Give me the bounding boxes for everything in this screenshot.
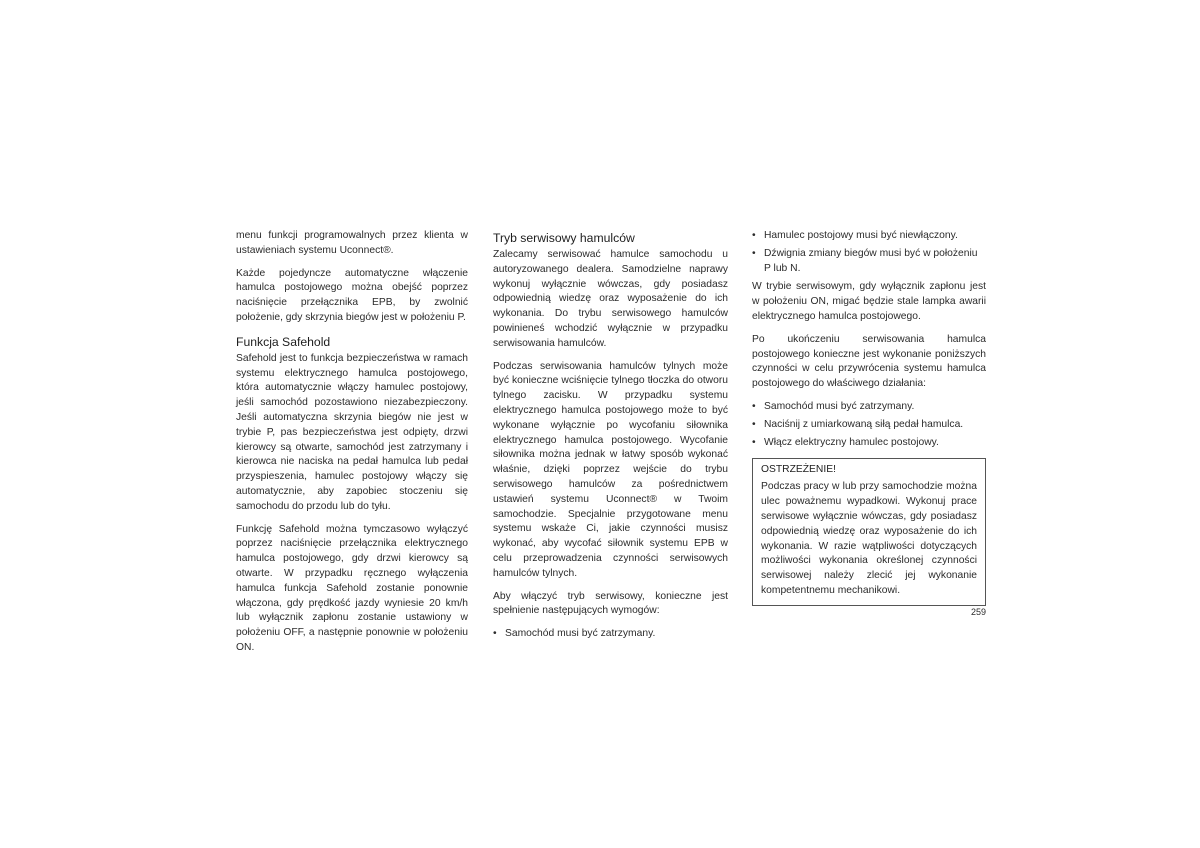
paragraph-safehold-disable: Funkcję Safehold można tymczasowo wyłączyć poprzez naciśnięcie przełącznika elektrycznego hamulca postojowego, gdy drzwi kierowcy są otwarte. W przypadku ręcznego wyłączenia hamulca funkcja Safehold zostanie ponownie włączona, gdy prędkość jazdy wyniesie 20 km/h lub wyłącznik zapłonu zostanie ustawiony w położeniu OFF, a następnie ponownie w położeniu ON. <box>236 523 468 653</box>
column-left <box>236 229 468 664</box>
heading-safehold: Funkcja Safehold <box>236 334 331 349</box>
list-item <box>752 418 986 433</box>
paragraph-safehold-description: Safehold jest to funkcja bezpieczeństwa w ramach systemu elektrycznego hamulca postojowego, która automatycznie włączy hamulec postojowy, jeśli samochód pozostawiono niezabezpieczony. Jeśli automatyczna skrzynia biegów nie jest w trybie P, pas bezpieczeństwa jest odpięty, drzwi kierowcy są otwarte, samochód jest zatrzymany i kierowca nie naciska na pedał hamulca lub pedał przyspieszenia, hamulec postojowy włączy się automatycznie, aby zapobiec stoczeniu się samochodu do przodu lub do tyłu. <box>236 352 468 512</box>
paragraph-epb-override: Każde pojedyncze automatyczne włączenie hamulca postojowego można obejść poprzez naciśnięcie przełącznika EPB, by zwolnić położenie, gdy skrzynia biegów jest w położeniu P. <box>236 267 468 323</box>
list-item-text: Naciśnij z umiarkowaną siłą pedał hamulca. <box>764 418 964 430</box>
warning-text: Podczas pracy w lub przy samochodzie można ulec poważnemu wypadkowi. Wykonuj prace serwisowe wyłącznie wówczas, gdy posiadasz odpowiednią wiedzę oraz wyposażenie do ich wykonania. W razie wątpliwości dotyczących możliwości wykonania określonej czynności serwisowej należy zlecić jej wykonanie kompetentnemu mechanikowi. <box>761 481 977 596</box>
bullet-icon: • <box>752 247 756 259</box>
list-item <box>752 436 986 451</box>
warning-title: OSTRZEŻENIE! <box>761 464 836 476</box>
paragraph-uconnect-menu: menu funkcji programowalnych przez klienta w ustawieniach systemu Uconnect®. <box>236 230 468 256</box>
bullet-icon: • <box>493 628 497 640</box>
list-item <box>752 247 986 277</box>
list-item-text: Włącz elektryczny hamulec postojowy. <box>764 436 939 448</box>
warning-box <box>752 458 986 605</box>
column-right <box>752 229 986 606</box>
list-item-text: Dźwignia zmiany biegów musi być w położeniu P lub N. <box>764 247 978 274</box>
paragraph-restore-system: Po ukończeniu serwisowania hamulca postojowego konieczne jest wykonanie poniższych czynności w celu przywrócenia systemu hamulca postojowego do właściwego działania: <box>752 333 986 390</box>
paragraph-service-recommendation: Zalecamy serwisować hamulce samochodu u autoryzowanego dealera. Samodzielne naprawy wykonuj wyłącznie wówczas, gdy posiadasz odpowiednią wiedzę oraz wyposażenie do ich wykonania. Do trybu serwisowego hamulców powinieneś wchodzić wyłącznie w przypadku serwisowania hamulców. <box>493 249 728 349</box>
list-service-requirements-continued <box>752 229 986 276</box>
list-item-text: Samochód musi być zatrzymany. <box>764 400 915 412</box>
bullet-icon: • <box>752 400 756 412</box>
bullet-icon: • <box>752 230 756 241</box>
heading-brake-service-mode: Tryb serwisowy hamulców <box>493 231 635 245</box>
column-middle <box>493 229 728 650</box>
list-item <box>752 229 986 244</box>
paragraph-service-mode-lamp: W trybie serwisowym, gdy wyłącznik zapłonu jest w położeniu ON, migać będzie stale lampka awarii elektrycznego hamulca postojowego. <box>752 281 986 322</box>
list-service-requirements <box>493 627 728 642</box>
bullet-icon: • <box>752 418 756 430</box>
paragraph-rear-brake-service: Podczas serwisowania hamulców tylnych może być konieczne wciśnięcie tylnego tłoczka do otworu tylnego zacisku. W przypadku systemu elektrycznego hamulca postojowego może to być wykonane wyłącznie po wycofaniu siłownika elektrycznego hamulca postojowego. Wycofanie siłownika można jednak w łatwy sposób wykonać właśnie, dzięki poprzez wejście do trybu serwisowego hamulców za pośrednictwem ustawień systemu Uconnect® w Twoim samochodzie. Specjalnie przygotowane menu systemu wskaże Ci, jakie czynności musisz wykonać, aby wycofać siłownik systemu EPB w celu przeprowadzenia czynności serwisowych hamulców tylnych. <box>493 360 728 579</box>
list-restore-steps <box>752 400 986 450</box>
list-item-text: Hamulec postojowy musi być niewłączony. <box>764 230 958 241</box>
page-number: 259 <box>970 607 986 617</box>
paragraph-service-requirements: Aby włączyć tryb serwisowy, konieczne jest spełnienie następujących wymogów: <box>493 590 728 617</box>
list-item <box>752 400 986 415</box>
list-item <box>493 627 728 642</box>
list-item-text: Samochód musi być zatrzymany. <box>505 628 656 640</box>
bullet-icon: • <box>752 436 756 448</box>
